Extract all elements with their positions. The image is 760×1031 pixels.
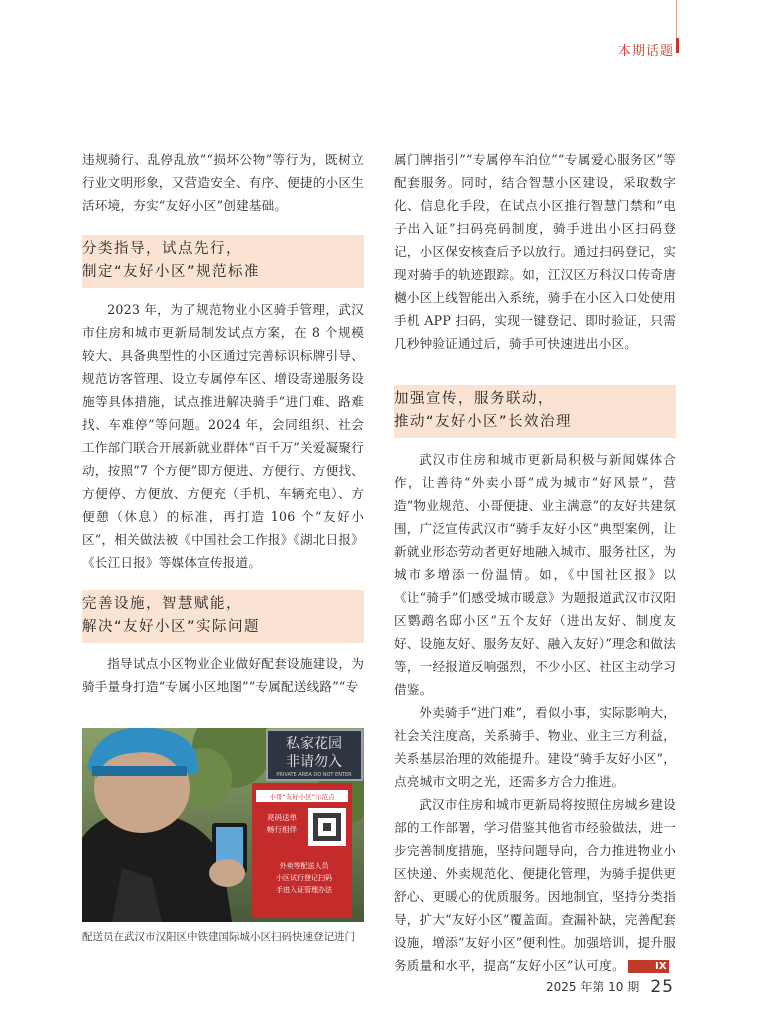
poster-mid2: 畅行相伴 — [267, 825, 297, 834]
paragraph: 武汉市住房和城市更新局积极与新闻媒体合作，让善待“外卖小哥”成为城市“好风景”，营造“物业规范、小哥便捷、业主满意”的友好共建氛围，广泛宣传武汉市“骑手友好小区”典型案例，让新就业形态劳动者更好地融入城市、服务社区，为城市多增添一份温情。如，《中国社区报》以《让“骑手”们感受城市暖意》为题报道武汉市汉阳区鹦鹉名邸小区“五个友好（进出友好、制度友好、设施友好、服务友好、融入友好）”理念和做法等，一经报道反响强烈，不少小区、社区主动学习借鉴。 — [394, 452, 676, 697]
heading-line: 解决“友好小区”实际问题 — [82, 619, 261, 635]
right-column — [394, 148, 676, 977]
sign-line2: 非请勿入 — [286, 754, 342, 770]
article-photo — [82, 728, 364, 922]
paragraph: 属门牌指引”“专属停车泊位”“专属爱心服务区”等配套服务。同时，结合智慧小区建设，采取数字化、信息化手段，在试点小区推行智慧门禁和“电子出入证”扫码亮码制度，骑手进出小区扫码登记，小区保安核查后予以放行。通过扫码登记，实现对骑手的轨迹跟踪。如，江汉区万科汉口传奇唐樾小区上线智能出入系统，骑手在小区入口处使用手机 APP 扫码，实现一键登记、即时验证，只需几秒钟验证通过后，骑手可快速进出小区。 — [394, 152, 676, 351]
section-heading-2 — [82, 590, 364, 643]
heading-line: 制定“友好小区”规范标准 — [82, 264, 261, 280]
paragraph: 指导试点小区物业企业做好配套设施建设，为骑手量身打造“专属小区地图”“专属配送线路”“专 — [82, 656, 364, 694]
page-number: 25 — [650, 976, 674, 997]
photo-caption: 配送员在武汉市汉阳区中铁建国际城小区扫码快速登记进门 — [82, 931, 355, 943]
paragraph: 外卖骑手“进门难”，看似小事，实际影响大，社会关注度高，关系骑手、物业、业主三方利益，关系基层治理的效能提升。建设“骑手友好小区”，点亮城市文明之光，还需多方合力推进。 — [394, 705, 676, 789]
red-poster — [252, 783, 352, 918]
poster-bottom2: 小区试行登记扫码 — [276, 874, 332, 882]
section-tag-bar — [676, 38, 679, 53]
issue-label: 2025 年第 10 期 — [546, 980, 640, 994]
poster-title: 小哥“友好小区”示范点 — [269, 793, 335, 801]
poster-mid1: 亮码送单 — [267, 813, 297, 822]
paragraph — [394, 793, 676, 977]
heading-line: 完善设施，智慧赋能， — [82, 596, 242, 612]
heading-line: 加强宣传，服务联动， — [394, 391, 554, 407]
heading-line: 推动“友好小区”长效治理 — [394, 414, 573, 430]
heading-line: 分类指导，试点先行， — [82, 241, 242, 257]
private-garden-sign — [267, 730, 362, 780]
paragraph: 违规骑行、乱停乱放”“损坏公物”等行为，既树立行业文明形象，又营造安全、有序、便捷的小区生活环境，夯实“友好小区”创建基础。 — [82, 152, 364, 213]
poster-bottom1: 外卖等配送人员 — [279, 862, 329, 870]
page-footer — [546, 976, 674, 997]
paragraph-text: 武汉市住房和城市更新局将按照住房城乡建设部的工作部署，学习借鉴其他省市经验做法，进一步完善制度措施，坚持问题导向，合力推进物业小区快递、外卖规范化、便捷化管理，为骑手提供更舒心、更暖心的优质服务。因地制宜，坚持分类指导，扩大“友好小区”覆盖面。查漏补缺，完善配套设施，增添“友好小区”便利性。加强培训，提升服务质量和水平，提高“友好小区”认可度。 — [394, 797, 676, 973]
end-mark: IX — [628, 960, 669, 973]
sign-line1: 私家花园 — [286, 736, 342, 752]
paragraph: 2023 年，为了规范物业小区骑手管理，武汉市住房和城市更新局制发试点方案，在 8 个规模较大、具备典型性的小区通过完善标识标牌引导、规范访客管理、设立专属停车区、增设寄递服务设施等具体措施，试点推进解决骑手“进门难、路难找、车难停”等问题。2024 年，会同组织、社会工作部门联合开展新就业群体“百千万”关爱凝聚行动，按照“7 个方便”即方便进、方便行、方便找、方便停、方便放、方便充（手机、车辆充电）、方便憩（休息）的标准，再打造 106 个“友好小区”，相关做法被《中国社会工作报》《湖北日报》《长江日报》等媒体宣传报道。 — [82, 302, 364, 570]
section-tag: 本期话题 — [617, 44, 674, 59]
section-heading-3 — [394, 385, 676, 438]
sign-en: PRIVATE AREA DO NOT ENTER — [276, 772, 352, 778]
section-heading-1 — [82, 235, 364, 288]
poster-bottom3: 手进入证管理办法 — [276, 886, 332, 894]
left-column — [82, 148, 364, 698]
